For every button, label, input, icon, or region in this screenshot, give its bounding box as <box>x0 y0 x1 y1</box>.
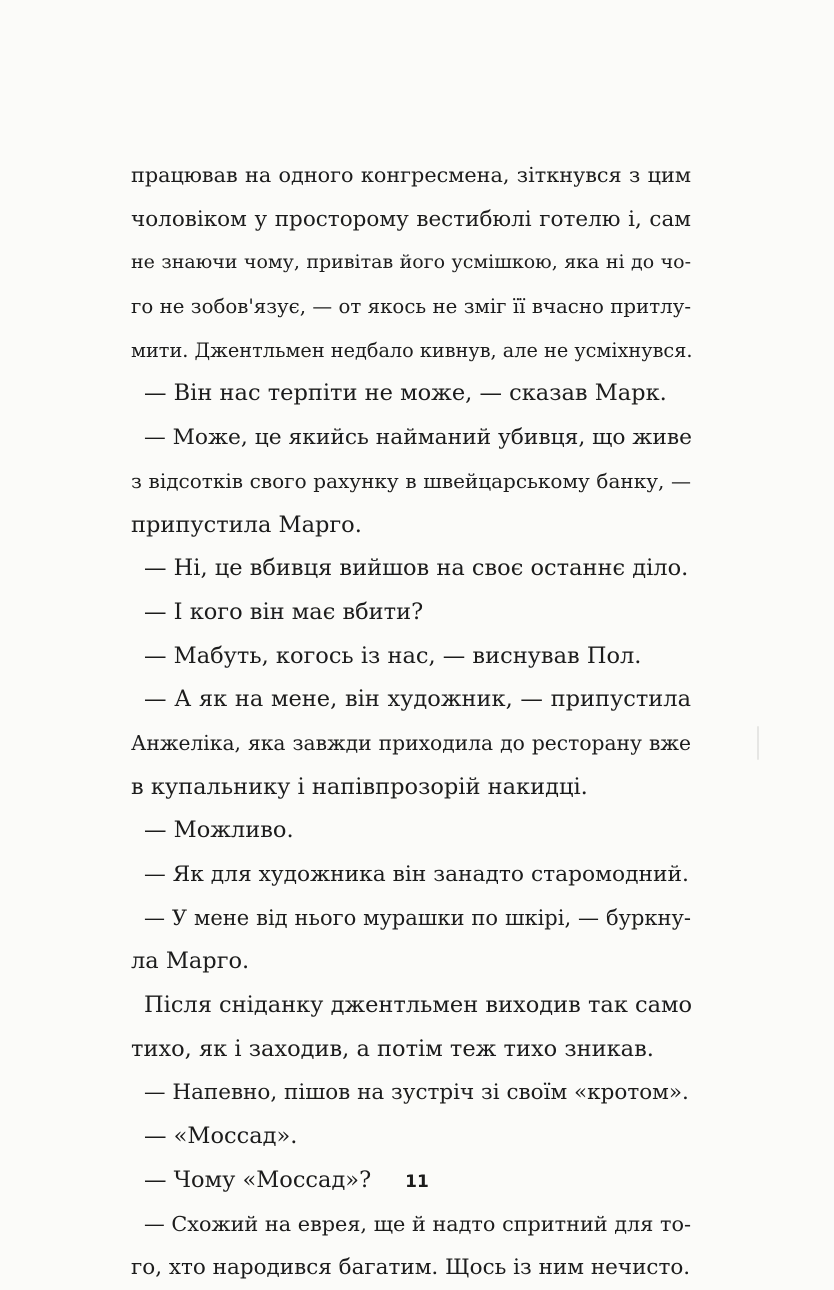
text-line: працював на одного конгресмена, зіткнувся з цим <box>131 163 691 187</box>
text-line: — А як на мене, він художник, — припустила <box>144 686 691 713</box>
text-line: в купальнику і напівпрозорій накидці. <box>131 773 588 800</box>
text-line: — Можливо. <box>144 817 294 844</box>
text-line: ла Марго. <box>131 948 250 975</box>
text-line: — У мене від нього мурашки по шкірі, — буркну- <box>144 905 691 930</box>
page-text <box>131 154 691 1290</box>
text-line: — «Моссад». <box>144 1123 298 1150</box>
text-line: — І кого він має вбити? <box>144 598 424 625</box>
text-line: мити. Джентльмен недбало кивнув, але не усміхнувся. <box>131 338 693 362</box>
text-line: — Ні, це вбивця вийшов на своє останнє діло. <box>144 555 689 582</box>
text-line: го не зобов'язує, — от якось не зміг її вчасно притлу- <box>131 295 691 319</box>
text-line: чоловіком у просторому вестибюлі готелю і, сам <box>131 206 691 232</box>
text-line: — Схожий на еврея, ще й надто спритний для то- <box>144 1211 691 1236</box>
text-line: — Може, це якийсь найманий убивця, що живе <box>144 425 693 451</box>
text-line: — Він нас терпіти не може, — сказав Марк. <box>144 380 667 407</box>
text-line: тихо, як і заходив, а потім теж тихо зникав. <box>131 1035 654 1062</box>
text-line: го, хто народився багатим. Щось із ним нечисто. <box>131 1255 691 1281</box>
text-line: — Мабуть, когось із нас, — виснував Пол. <box>144 642 642 669</box>
text-line: припустила Марго. <box>131 511 362 538</box>
text-line: — Як для художника він занадто старомодний. <box>144 862 689 887</box>
page-number: 11 <box>405 1172 429 1192</box>
text-line: Після сніданку джентльмен виходив так само <box>144 992 693 1019</box>
text-line: не знаючи чому, привітав його усмішкою, яка ні до чо- <box>131 251 691 274</box>
text-line: — Напевно, пішов на зустріч зі своїм «кротом». <box>144 1080 689 1106</box>
text-line: — Чому «Моссад»? <box>144 1166 372 1193</box>
text-line: з відсотків свого рахунку в швейцарському банку, — <box>131 468 691 493</box>
scan-artifact <box>757 726 759 760</box>
text-line: Анжеліка, яка завжди приходила до ресторану вже <box>131 730 691 755</box>
